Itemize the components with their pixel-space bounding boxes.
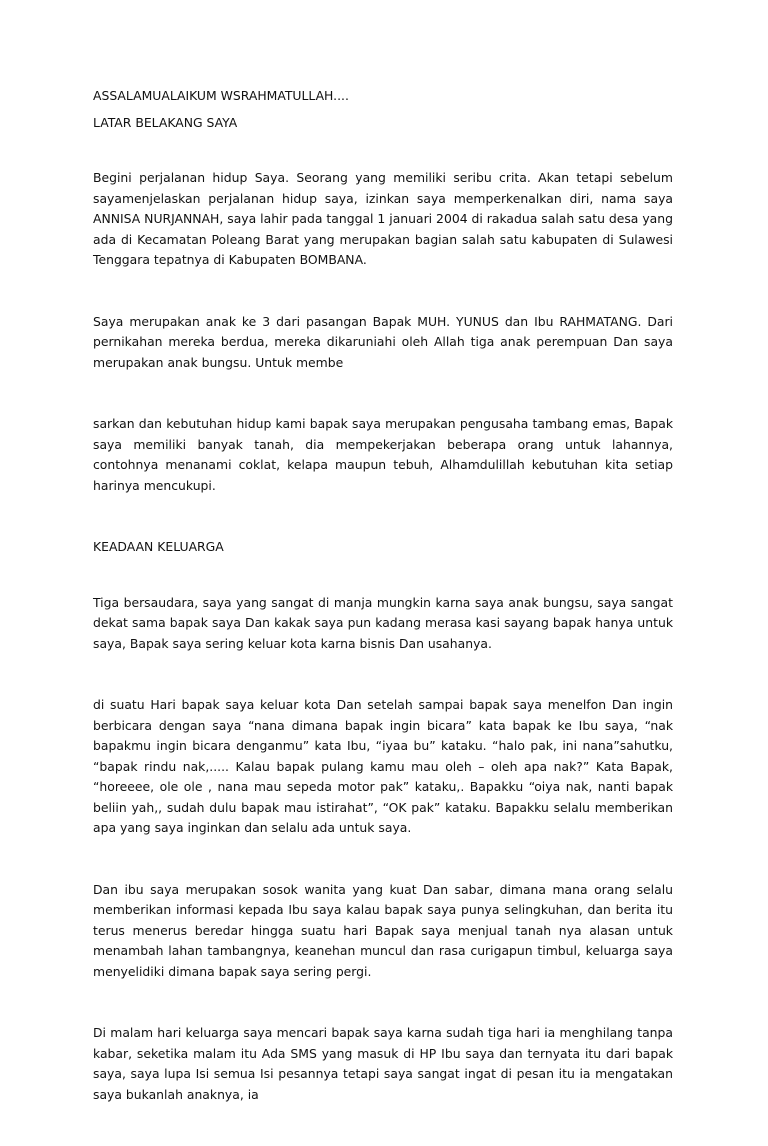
paragraph-phone-call: di suatu Hari bapak saya keluar kota Dan setelah sampai bapak saya menelfon Dan ingin berbicara dengan saya “nana dimana bapak ingin bicara” kata bapak ke Ibu saya, “nak bapakmu ingin bicara denganmu” kata Ibu, “iyaa bu” kataku. “halo pak, ini nana”sahutku, “bapak rindu nak,..... Kalau bapak pulang kamu mau oleh – oleh apa nak?” Kata Bapak, “horeeee, ole ole , nana mau sepeda motor pak” kataku,. Bapakku “oiya nak, nanti bapak beliin yah,, sudah dulu bapak mau istirahat”, “OK pak” kataku. Bapakku selalu memberikan apa yang saya inginkan dan selalu ada untuk saya. xyxy=(93,697,673,835)
paragraph-livelihood: sarkan dan kebutuhan hidup kami bapak saya merupakan pengusaha tambang emas, Bapak saya memiliki banyak tanah, dia mempekerjakan beberapa orang untuk lahannya, contohnya menanami coklat, kelapa maupun tebuh, Alhamdulillah kebutuhan kita setiap harinya mencukupi. xyxy=(93,416,673,493)
paragraph-mother: Dan ibu saya merupakan sosok wanita yang kuat Dan sabar, dimana mana orang selalu memberikan informasi kepada Ibu saya kalau bapak saya punya selingkuhan, dan berita itu terus menerus beredar hingga suatu hari Bapak saya menjual tanah nya alasan untuk menambah lahan tambangnya, keanehan muncul dan rasa curigapun timbul, keluarga saya menyelidiki dimana bapak saya sering pergi. xyxy=(93,881,673,979)
document-body xyxy=(93,86,673,1146)
paragraph-intro: Begini perjalanan hidup Saya. Seorang yang memiliki seribu crita. Akan tetapi sebelum sayamenjelaskan perjalanan hidup saya, izinkan saya memperkenalkan diri, nama saya ANNISA NURJANNAH, saya lahir pada tanggal 1 januari 2004 di rakadua salah satu desa yang ada di Kecamatan Poleang Barat yang merupakan bagian salah satu kabupaten di Sulawesi Tenggara tepatnya di Kabupaten BOMBANA. xyxy=(93,170,673,267)
paragraph-parents: Saya merupakan anak ke 3 dari pasangan Bapak MUH. YUNUS dan Ibu RAHMATANG. Dari pernikahan mereka berdua, mereka dikaruniahi oleh Allah tiga anak perempuan Dan saya merupakan anak bungsu. Untuk membe xyxy=(93,313,673,370)
section-heading-latar-belakang: LATAR BELAKANG SAYA xyxy=(93,114,238,130)
section-heading-keadaan-keluarga: KEADAAN KELUARGA xyxy=(93,539,224,554)
paragraph-night-search: Di malam hari keluarga saya mencari bapak saya karna sudah tiga hari ia menghilang tanpa kabar, seketika malam itu Ada SMS yang masuk di HP Ibu saya dan ternyata itu dari bapak saya, saya lupa Isi semua Isi pesannya tetapi saya sangat ingat di pesan itu ia mengatakan saya bukanlah anaknya, ia xyxy=(93,1025,673,1102)
paragraph-siblings: Tiga bersaudara, saya yang sangat di manja mungkin karna saya anak bungsu, saya sangat dekat sama bapak saya Dan kakak saya pun kadang merasa kasi sayang bapak hanya untuk saya, Bapak saya sering keluar kota karna bisnis Dan usahanya. xyxy=(93,594,673,651)
greeting-line: ASSALAMUALAIKUM WSRAHMATULLAH.... xyxy=(93,88,349,103)
